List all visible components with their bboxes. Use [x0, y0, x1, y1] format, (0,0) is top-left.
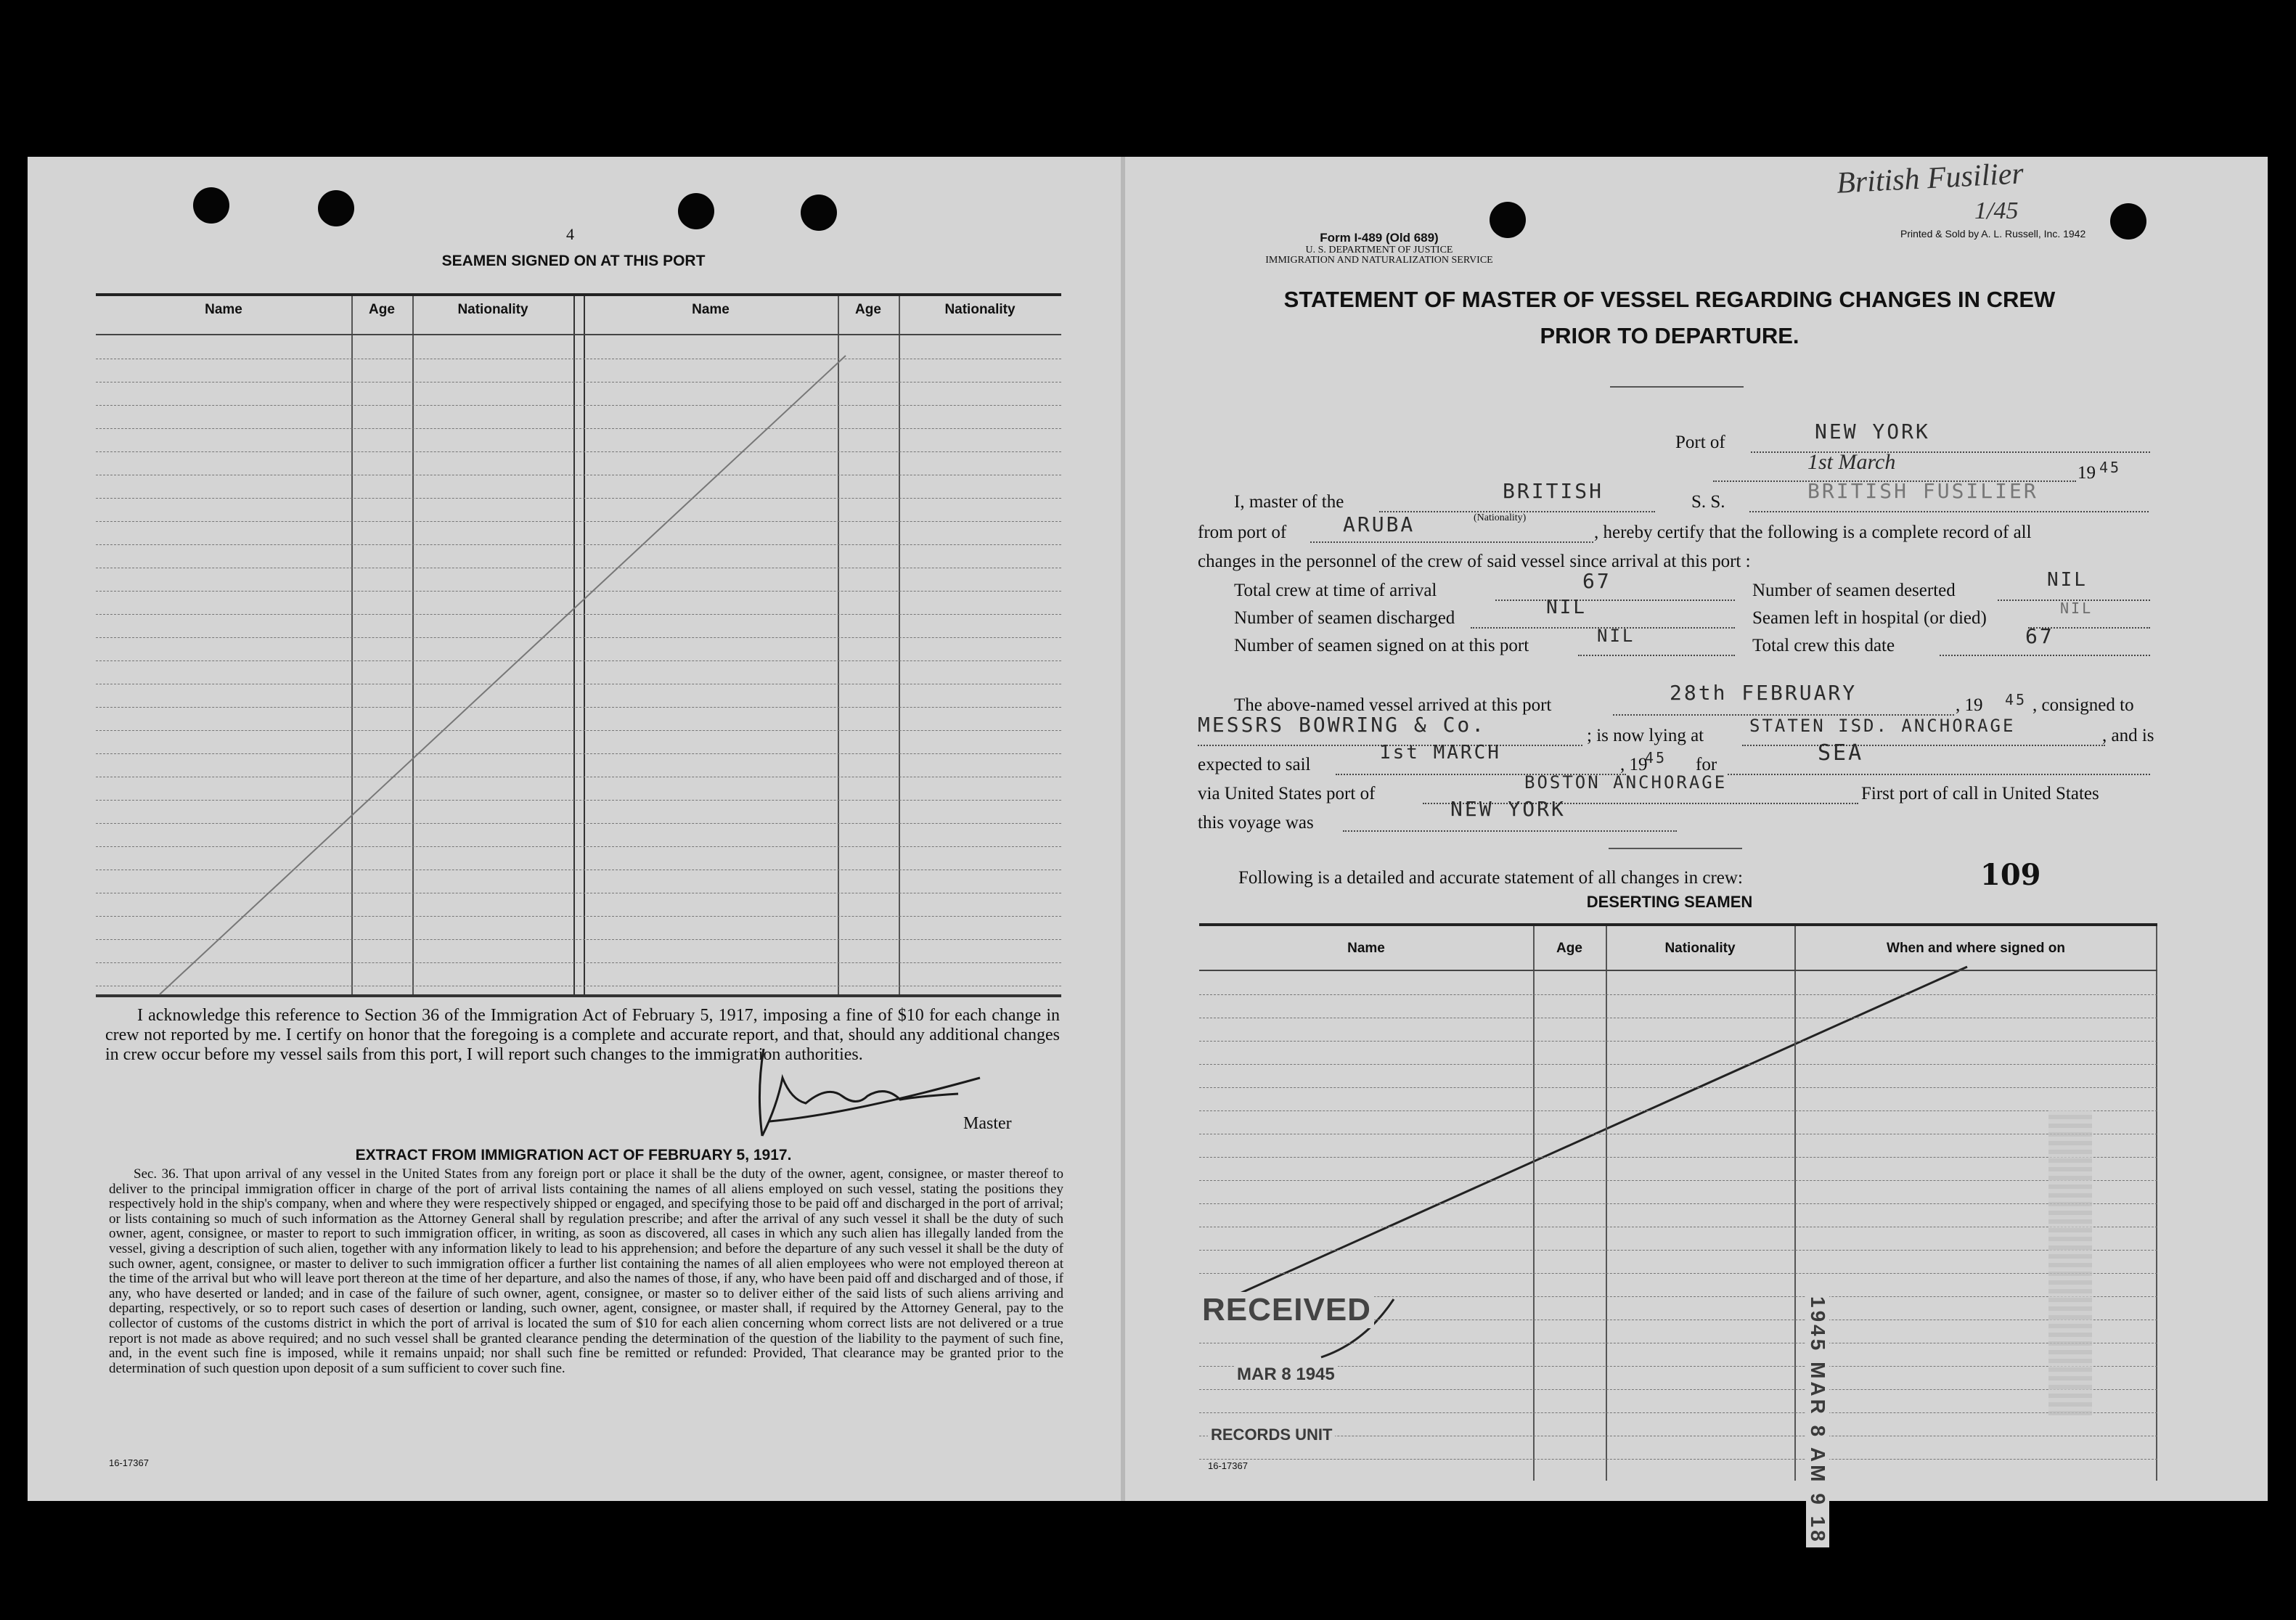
form-header [1198, 231, 1561, 266]
changes-text: changes in the personnel of the crew of said vessel since arrival at this port : [1198, 552, 1751, 571]
certify-text: , hereby certify that the following is a complete record of all [1594, 523, 2032, 542]
page-number: 4 [566, 225, 574, 243]
expected-value: 1st MARCH [1379, 742, 1501, 764]
column-header: Age [369, 302, 395, 317]
table-row-line [1199, 1459, 2157, 1460]
expected-label: expected to sail [1198, 755, 1311, 774]
table-row-line [1199, 1110, 2157, 1111]
column-header: Age [855, 302, 881, 317]
header-rule [1199, 970, 2157, 971]
via-label: via United States port of [1198, 784, 1376, 803]
ship-value: BRITISH FUSILIER [1807, 479, 2038, 503]
for-value: SEA [1818, 740, 1864, 766]
total-crew-arrival-label: Total crew at time of arrival [1234, 581, 1437, 600]
seamen-discharged-label: Number of seamen discharged [1234, 608, 1455, 628]
printer-note: Printed & Sold by A. L. Russell, Inc. 1942 [1900, 228, 2086, 240]
received-stamp: RECEIVED [1199, 1292, 1374, 1328]
table-row-line [1199, 1250, 2157, 1251]
master-of-label: I, master of the [1234, 492, 1344, 512]
received-time-stamp: 1945 MAR 8 AM 9 18 [1806, 1293, 1829, 1547]
lying-value: STATEN ISD. ANCHORAGE [1749, 716, 2016, 736]
year-prefix: 19 [2078, 463, 2096, 483]
year-value: 45 [2099, 459, 2122, 476]
column-header: Age [1556, 941, 1582, 956]
seamen-hospital-value: NIL [2060, 600, 2093, 617]
title-line: STATEMENT OF MASTER OF VESSEL REGARDING CHANGES IN CREW [1283, 287, 2056, 312]
dept-line: U. S. DEPARTMENT OF JUSTICE [1305, 245, 1453, 255]
and-is-label: , and is [2102, 726, 2154, 745]
arrived-year: 45 [2005, 691, 2027, 708]
from-port-label: from port of [1198, 523, 1287, 542]
seamen-discharged-value: NIL [1546, 597, 1587, 618]
column-header: Nationality [944, 302, 1016, 317]
master-label: Master [963, 1114, 1012, 1133]
seamen-deserted-label: Number of seamen deserted [1752, 581, 1956, 600]
total-crew-arrival-field [1495, 575, 1735, 601]
port-value: NEW YORK [1815, 420, 1930, 443]
nationality-caption: (Nationality) [1474, 512, 1527, 523]
table-title: SEAMEN SIGNED ON AT THIS PORT [441, 253, 706, 269]
table-row-line [1199, 1412, 2157, 1413]
seamen-hospital-label: Seamen left in hospital (or died) [1752, 608, 1987, 628]
port-field [1751, 425, 2150, 453]
table-row-line [1199, 1389, 2157, 1390]
column-header: Name [205, 302, 242, 317]
date-value: 1st March [1807, 450, 1896, 474]
form-title [1198, 282, 2141, 354]
expected-year-prefix: , 19 [1620, 755, 1648, 774]
consignee-value: MESSRS BOWRING & Co. [1198, 713, 1487, 737]
cancel-stroke [160, 356, 846, 994]
port-label: Port of [1675, 433, 1725, 452]
form-number: Form I-489 (Old 689) [1320, 231, 1439, 245]
table-row-line [1199, 1157, 2157, 1158]
table-row-line [1199, 1064, 2157, 1065]
seamen-signed-label: Number of seamen signed on at this port [1234, 636, 1529, 655]
table-row-line [1199, 1180, 2157, 1181]
received-date: MAR 8 1945 [1234, 1365, 1338, 1385]
voyage-label: this voyage was [1198, 813, 1314, 832]
seamen-deserted-value: NIL [2047, 569, 2088, 591]
deserting-title: DESERTING SEAMEN [1586, 893, 1753, 911]
consigned-label: , consigned to [2033, 695, 2134, 715]
stamp-number: 109 [1980, 858, 2041, 892]
form-code: 16-17367 [109, 1457, 149, 1468]
acknowledgment-text: I acknowledge this reference to Section 36 of the Immigration Act of February 5, 1917, imposing a fine of $10 for each change in crew not reported by me. I certify on honor that the foregoing is a complete and accurate report, and that, should any additional changes in crew occur before my vessel sails from this port, I will report such changes to the immigration authorities. [105, 1006, 1060, 1064]
column-header: Name [692, 302, 730, 317]
ss-label: S. S. [1691, 492, 1725, 512]
expected-year: 45 [1645, 749, 1667, 766]
section-rule [1609, 848, 1742, 849]
table-row-line [1199, 1087, 2157, 1088]
total-crew-date-value: 67 [2025, 624, 2054, 648]
signature-stroke [759, 1049, 980, 1136]
handwritten-number: 1/45 [1974, 197, 2019, 224]
table-row-line [1199, 1273, 2157, 1274]
table-row-line [1199, 994, 2157, 995]
for-field [1728, 748, 2150, 775]
voyage-value: NEW YORK [1450, 797, 1566, 821]
table-row-line [1199, 1366, 2157, 1367]
column-header: Nationality [457, 302, 528, 317]
total-crew-date-label: Total crew this date [1752, 636, 1895, 655]
arrived-year-prefix: , 19 [1956, 695, 1983, 715]
column-header: When and where signed on [1887, 941, 2065, 956]
records-unit: RECORDS UNIT [1208, 1425, 1335, 1444]
column-header: Name [1347, 941, 1385, 956]
column-header: Nationality [1664, 941, 1736, 956]
dept-line: IMMIGRATION AND NATURALIZATION SERVICE [1265, 255, 1493, 266]
arrived-value: 28th FEBRUARY [1670, 681, 1858, 705]
extract-text: Sec. 36. That upon arrival of any vessel in the United States from any foreign port or place it shall be the duty of the owner, agent, consignee, or master thereof to deliver to the principal immigration officer in charge of the port of arrival lists containing the names of all aliens employed on such vessel, stating the positions they respectively hold in the ship's company, when and where they were respectively shipped or engaged, and specifying those to be paid off and discharged in the port of arrival; or lists containing so much of such information as the Attorney General shall by regulation prescribe; and after the arrival of any such vessel it shall be the duty of such owner, agent, consignee, or master to report to such immigration officer, in writing, as soon as discovered, all cases in which any such alien has illegally landed from the vessel, giving a description of such alien, together with any information likely to lead to his apprehension; and before the departure of any such vessel it shall be the duty of such owner, agent, consignee, or master to deliver to such immigration officer a further list containing the names of all alien employees who were not employed thereon at the time of the arrival but who will leave port thereon at the time of her departure, and also the names of those, if any, who have been paid off and discharged and of those, if any, who have deserted or landed; and in case of the failure of such owner, agent, consignee, or master so to deliver either of the said lists of such aliens arriving and departing, respectively, or so to report such cases of desertion or landing, such owner, agent, consignee, or master shall, if required by the Attorney General, pay to the collector of customs of the customs district in which the port of arrival is located the sum of $10 for each alien concerning whom correct lists are not delivered or a true report is not made as above required; and no such vessel shall be granted clearance pending the determination of the question of the liability to the payment of such fine, and, in the event such fine is imposed, while it remains unpaid; nor shall such fine be remitted or refunded: Provided, That clearance may be granted prior to the determination of such question upon deposit of a sum sufficient to cover such fine. [109, 1166, 1063, 1376]
seamen-discharged-field [1471, 602, 1735, 629]
extract-title: EXTRACT FROM IMMIGRATION ACT OF FEBRUARY 5, 1917. [355, 1147, 792, 1163]
table-row-line [1199, 1041, 2157, 1042]
from-port-value: ARUBA [1343, 512, 1415, 536]
faded-vertical-stamp [2048, 1110, 2092, 1415]
nationality-value: BRITISH [1503, 479, 1604, 503]
handwritten-ship-note: British Fusilier [1835, 157, 2025, 200]
master-signature [740, 1027, 994, 1150]
lying-label: ; is now lying at [1587, 726, 1704, 745]
title-rule [1610, 386, 1744, 388]
seamen-signed-value: NIL [1597, 626, 1635, 646]
via-value: BOSTON ANCHORAGE [1524, 772, 1728, 793]
title-line: PRIOR TO DEPARTURE. [1540, 323, 1799, 348]
for-label: for [1696, 755, 1717, 774]
deserting-seamen-table [1199, 923, 2157, 1481]
total-crew-arrival-value: 67 [1582, 569, 1611, 593]
following-text: Following is a detailed and accurate statement of all changes in crew: [1238, 868, 1743, 888]
first-port-label: First port of call in United States [1861, 784, 2099, 803]
table-row-line [1199, 1203, 2157, 1204]
form-code: 16-17367 [1208, 1460, 1248, 1471]
arrived-label: The above-named vessel arrived at this port [1234, 695, 1552, 715]
